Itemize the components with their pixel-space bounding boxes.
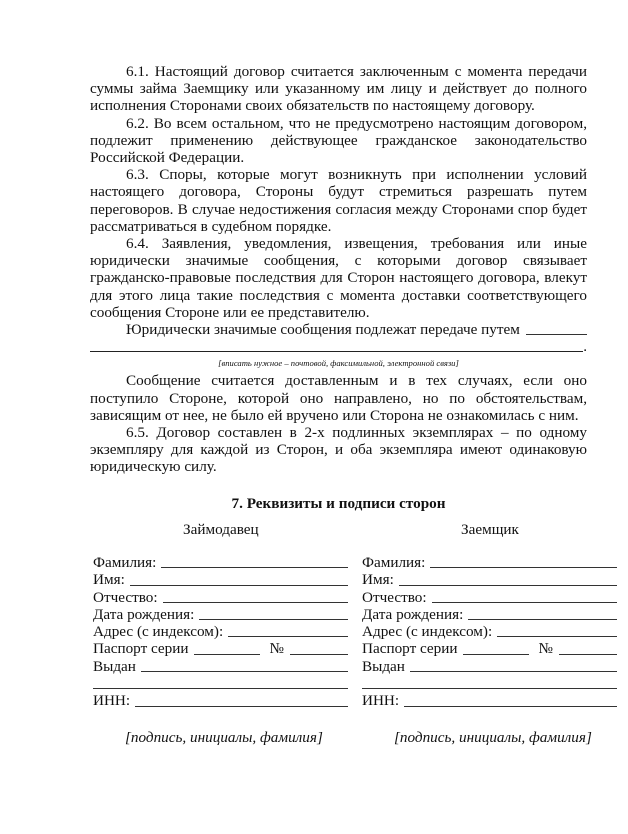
lender-address-row xyxy=(93,623,348,640)
borrower-passport-series-label: Паспорт серии xyxy=(362,640,458,658)
clause-6-5: 6.5. Договор составлен в 2-х подлинных экземплярах – по одному экземпляру для каждой из Сторон, и оба экземпляра имеют одинаковую юридическую силу. xyxy=(90,424,587,476)
lender-patronymic-field[interactable] xyxy=(163,602,348,603)
borrower-issued-row xyxy=(362,658,617,675)
lender-surname-field[interactable] xyxy=(161,567,348,568)
delivery-end-punct: . xyxy=(583,338,587,356)
lender-passport-series-field[interactable] xyxy=(194,654,260,655)
borrower-issued-row-2 xyxy=(362,675,617,692)
borrower-passport-number-field[interactable] xyxy=(559,654,617,655)
section-7-title: 7. Реквизиты и подписи сторон xyxy=(231,494,446,512)
lender-birthdate-row xyxy=(93,606,348,623)
lender-address-field[interactable] xyxy=(228,636,348,637)
lender-passport-number-field[interactable] xyxy=(290,654,348,655)
borrower-issued-field-2[interactable] xyxy=(362,688,617,689)
lender-name-row xyxy=(93,571,348,588)
delivery-method-blank-line[interactable] xyxy=(526,334,587,335)
lender-inn-field[interactable] xyxy=(135,706,348,707)
lender-issued-row xyxy=(93,658,348,675)
lender-signature-hint: [подпись, инициалы, фамилия] xyxy=(125,729,323,746)
lender-surname-label: Фамилия: xyxy=(93,554,157,571)
borrower-patronymic-row xyxy=(362,589,617,606)
borrower-birthdate-field[interactable] xyxy=(468,619,617,620)
borrower-inn-row xyxy=(362,692,617,709)
lender-issued-field[interactable] xyxy=(141,671,348,672)
borrower-surname-label: Фамилия: xyxy=(362,554,426,571)
lender-birthdate-label: Дата рождения: xyxy=(93,605,195,623)
clause-6-1: 6.1. Настоящий договор считается заключенным с момента передачи суммы займа Заемщику или указанному им лицу и действует до полного исполнения Сторонами своих обязательств по настоящему договору. xyxy=(90,63,587,115)
borrower-issued-label: Выдан xyxy=(362,657,405,675)
lender-surname-row xyxy=(93,554,348,571)
borrower-address-row xyxy=(362,623,617,640)
lender-passport-series-label: Паспорт серии xyxy=(93,640,189,658)
borrower-name-field[interactable] xyxy=(399,585,617,586)
delivery-method-hint: [вписать нужное – почтовой, факсимильной, электронной связи] xyxy=(218,358,459,369)
delivery-clause-text: Юридически значимые сообщения подлежат передаче путем xyxy=(126,321,520,339)
lender-heading: Займодавец xyxy=(183,521,259,538)
borrower-birthdate-row xyxy=(362,606,617,623)
lender-address-label: Адрес (с индексом): xyxy=(93,623,224,641)
delivery-method-blank-line-2[interactable] xyxy=(90,339,583,352)
lender-name-field[interactable] xyxy=(130,585,348,586)
borrower-passport-series-field[interactable] xyxy=(463,654,529,655)
borrower-issued-field[interactable] xyxy=(410,671,617,672)
lender-issued-field-2[interactable] xyxy=(93,688,348,689)
lender-issued-row-2 xyxy=(93,675,348,692)
lender-issued-label: Выдан xyxy=(93,657,136,675)
borrower-requisites xyxy=(362,554,617,710)
delivery-clause xyxy=(90,321,587,338)
borrower-patronymic-field[interactable] xyxy=(432,602,617,603)
borrower-birthdate-label: Дата рождения: xyxy=(362,605,464,623)
lender-patronymic-row xyxy=(93,589,348,606)
lender-birthdate-field[interactable] xyxy=(199,619,348,620)
document-page xyxy=(90,63,587,512)
borrower-address-label: Адрес (с индексом): xyxy=(362,623,493,641)
clause-6-3: 6.3. Споры, которые могут возникнуть при исполнении условий настоящего договора, Стороны будут стремиться разрешать путем переговоров. В случае недостижения согласия между Сторонами спор будет рассматриваться в судебном порядке. xyxy=(90,166,587,235)
borrower-name-label: Имя: xyxy=(362,571,394,589)
borrower-passport-row xyxy=(362,640,617,657)
borrower-name-row xyxy=(362,571,617,588)
borrower-signature-hint: [подпись, инициалы, фамилия] xyxy=(394,729,592,746)
borrower-address-field[interactable] xyxy=(497,636,617,637)
clause-6-4: 6.4. Заявления, уведомления, извещения, требования или иные юридически значимые сообщения, с которыми договор связывает гражданско-правовые последствия для Сторон настоящего договора, влекут для этого лица такие последствия с момента доставки соответствующего сообщения Стороне или ее представителю. xyxy=(90,235,587,321)
clause-6-2: 6.2. Во всем остальном, что не предусмотрено настоящим договором, подлежит применению действующее гражданское законодательство Российской Федерации. xyxy=(90,114,587,167)
borrower-surname-row xyxy=(362,554,617,571)
delivery-method-blank-row xyxy=(90,338,587,355)
lender-patronymic-label: Отчество: xyxy=(93,588,158,606)
borrower-inn-field[interactable] xyxy=(404,706,617,707)
lender-name-label: Имя: xyxy=(93,571,125,589)
lender-requisites xyxy=(93,554,348,710)
clause-6-4-delivery: Сообщение считается доставленным и в тех случаях, если оно поступило Стороне, которой оно направлено, но по обстоятельствам, зависящим от нее, не было ей вручено или Сторона не ознакомилась с ним. xyxy=(90,372,587,424)
lender-passport-row xyxy=(93,640,348,657)
borrower-patronymic-label: Отчество: xyxy=(362,588,427,606)
lender-inn-row xyxy=(93,692,348,709)
borrower-passport-number-label: № xyxy=(538,640,554,658)
lender-inn-label: ИНН: xyxy=(93,692,131,710)
borrower-surname-field[interactable] xyxy=(430,567,617,568)
lender-passport-number-label: № xyxy=(269,640,285,658)
borrower-inn-label: ИНН: xyxy=(362,692,400,710)
borrower-heading: Заемщик xyxy=(461,521,519,538)
